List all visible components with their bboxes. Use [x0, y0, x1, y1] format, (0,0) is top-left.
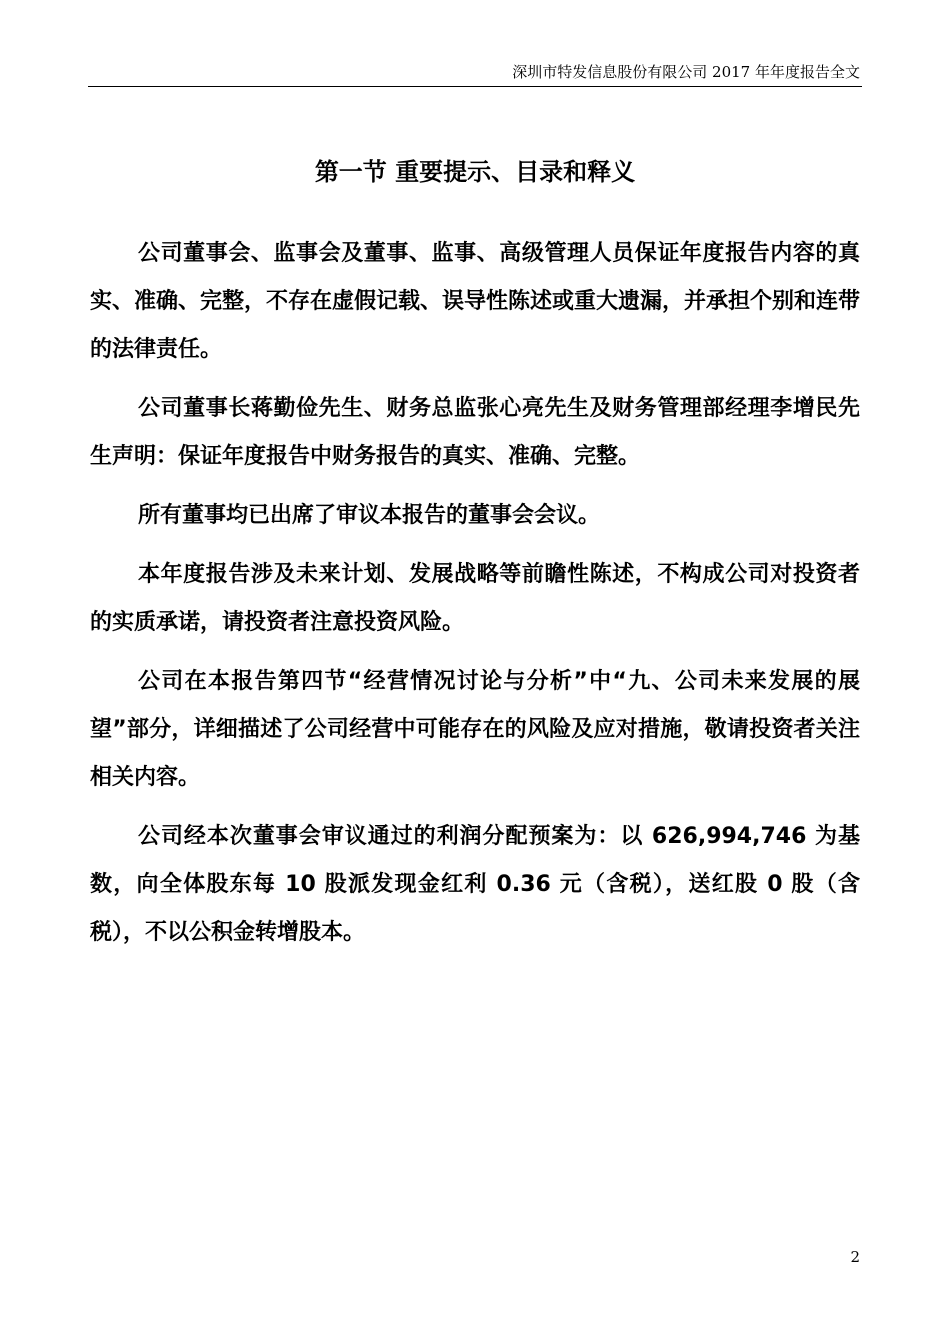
paragraph-board-guarantee: 公司董事会、监事会及董事、监事、高级管理人员保证年度报告内容的真实、准确、完整，不存在虚假记载、误导性陈述或重大遗漏，并承担个别和连带的法律责任。 [90, 241, 861, 362]
body-text [90, 230, 860, 968]
paragraph-attendance: 所有董事均已出席了审议本报告的董事会会议。 [138, 503, 601, 528]
paragraph-profit-distribution: 公司经本次董事会审议通过的利润分配预案为：以 626,994,746 为基数，向全体股东每 10 股派发现金红利 0.36 元（含税），送红股 0 股（含税），不以公积金转增股本。 [90, 824, 860, 945]
paragraph-risk-reference: 公司在本报告第四节“经营情况讨论与分析”中“九、公司未来发展的展望”部分，详细描述了公司经营中可能存在的风险及应对措施，敬请投资者关注相关内容。 [90, 669, 860, 790]
section-title: 第一节 重要提示、目录和释义 [314, 158, 636, 186]
paragraph-forward-looking: 本年度报告涉及未来计划、发展战略等前瞻性陈述，不构成公司对投资者的实质承诺，请投资者注意投资风险。 [90, 562, 860, 635]
page-number: 2 [850, 1248, 860, 1266]
header-divider [88, 86, 862, 87]
page-header: 深圳市特发信息股份有限公司 2017 年年度报告全文 [512, 63, 860, 81]
paragraph-financial-statement: 公司董事长蒋勤俭先生、财务总监张心亮先生及财务管理部经理李增民先生声明：保证年度报告中财务报告的真实、准确、完整。 [90, 396, 860, 469]
